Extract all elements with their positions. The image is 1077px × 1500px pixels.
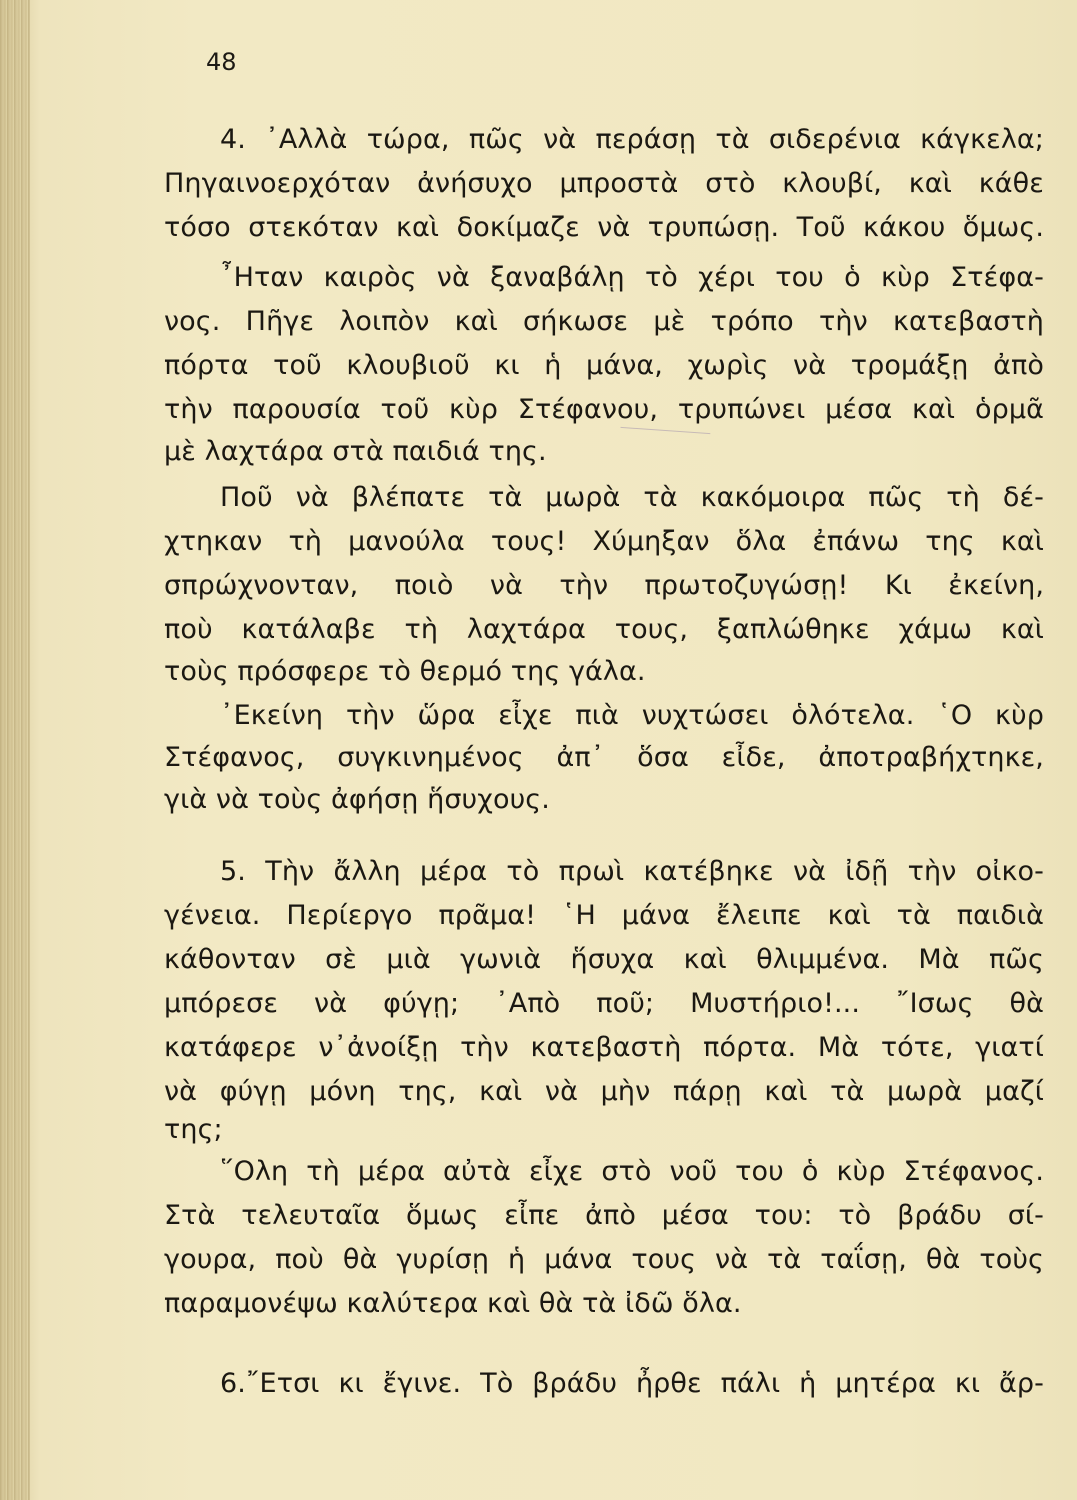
text-line: Ποῦ νὰ βλέπατε τὰ μωρὰ τὰ κακόμοιρα πῶς τὴ δέ- <box>220 482 1044 513</box>
text-line: κάθονταν σὲ μιὰ γωνιὰ ἥσυχα καὶ θλιμμένα. Μὰ πῶς <box>164 944 1044 975</box>
text-line: νὰ φύγῃ μόνη της, καὶ νὰ μὴν πάρῃ καὶ τὰ μωρὰ μαζί <box>164 1076 1044 1107</box>
text-line: Στέφανος, συγκινημένος ἀπ᾿ ὅσα εἶδε, ἀποτραβήχτηκε, <box>164 742 1044 773</box>
text-line: χτηκαν τὴ μανούλα τους! Χύμηξαν ὅλα ἐπάνω της καὶ <box>164 526 1044 557</box>
page-number: 48 <box>206 48 237 76</box>
text-line: μπόρεσε νὰ φύγῃ; ᾿Απὸ ποῦ; Μυστήριο!... ῎Ισως θὰ <box>164 988 1044 1019</box>
text-line: μὲ λαχτάρα στὰ παιδιά της. <box>164 436 547 467</box>
text-line: πόρτα τοῦ κλουβιοῦ κι ἡ μάνα, χωρὶς νὰ τρομάξῃ ἀπὸ <box>164 350 1044 381</box>
page-stack-edge <box>0 0 30 1500</box>
text-line: 5. Τὴν ἄλλη μέρα τὸ πρωὶ κατέβηκε νὰ ἰδῇ τὴν οἰκο- <box>220 856 1044 887</box>
text-line: ποὺ κατάλαβε τὴ λαχτάρα τους, ξαπλώθηκε χάμω καὶ <box>164 614 1044 645</box>
text-line: τοὺς πρόσφερε τὸ θερμό της γάλα. <box>164 656 646 687</box>
text-line: ῏Ηταν καιρὸς νὰ ξαναβάλῃ τὸ χέρι του ὁ κὺρ Στέφα- <box>220 262 1044 293</box>
text-line: γένεια. Περίεργο πρᾶμα! ῾Η μάνα ἔλειπε καὶ τὰ παιδιὰ <box>164 900 1044 931</box>
text-line: Πηγαινοερχόταν ἀνήσυχο μπροστὰ στὸ κλουβί, καὶ κάθε <box>164 168 1044 199</box>
text-line: τὴν παρουσία τοῦ κὺρ Στέφανου, τρυπώνει μέσα καὶ ὁρμᾶ <box>164 394 1044 425</box>
text-line: τόσο στεκόταν καὶ δοκίμαζε νὰ τρυπώσῃ. Τοῦ κάκου ὅμως. <box>164 212 1044 243</box>
text-line: νος. Πῆγε λοιπὸν καὶ σήκωσε μὲ τρόπο τὴν κατεβαστὴ <box>164 306 1044 337</box>
text-line: 4. ᾿Αλλὰ τώρα, πῶς νὰ περάσῃ τὰ σιδερένια κάγκελα; <box>220 124 1044 155</box>
text-line: ῞Ολη τὴ μέρα αὐτὰ εἶχε στὸ νοῦ του ὁ κὺρ Στέφανος. <box>220 1156 1044 1187</box>
text-line: σπρώχνονταν, ποιὸ νὰ τὴν πρωτοζυγώσῃ! Κι ἐκείνη, <box>164 570 1044 601</box>
text-line: κατάφερε ν᾿ἀνοίξῃ τὴν κατεβαστὴ πόρτα. Μὰ τότε, γιατί <box>164 1032 1044 1063</box>
text-line: γιὰ νὰ τοὺς ἀφήσῃ ἥσυχους. <box>164 784 550 815</box>
text-line: Στὰ τελευταῖα ὅμως εἶπε ἀπὸ μέσα του: τὸ βράδυ σί- <box>164 1200 1044 1231</box>
text-line: ᾿Εκείνη τὴν ὥρα εἶχε πιὰ νυχτώσει ὁλότελα. ῾Ο κὺρ <box>220 700 1044 731</box>
text-line: 6.῎Ετσι κι ἔγινε. Τὸ βράδυ ἦρθε πάλι ἡ μητέρα κι ἄρ- <box>220 1368 1044 1399</box>
text-line: παραμονέψω καλύτερα καὶ θὰ τὰ ἰδῶ ὅλα. <box>164 1288 742 1319</box>
text-line: γουρα, ποὺ θὰ γυρίσῃ ἡ μάνα τους νὰ τὰ ταΐσῃ, θὰ τοὺς <box>164 1244 1044 1275</box>
text-line: της; <box>164 1114 223 1145</box>
